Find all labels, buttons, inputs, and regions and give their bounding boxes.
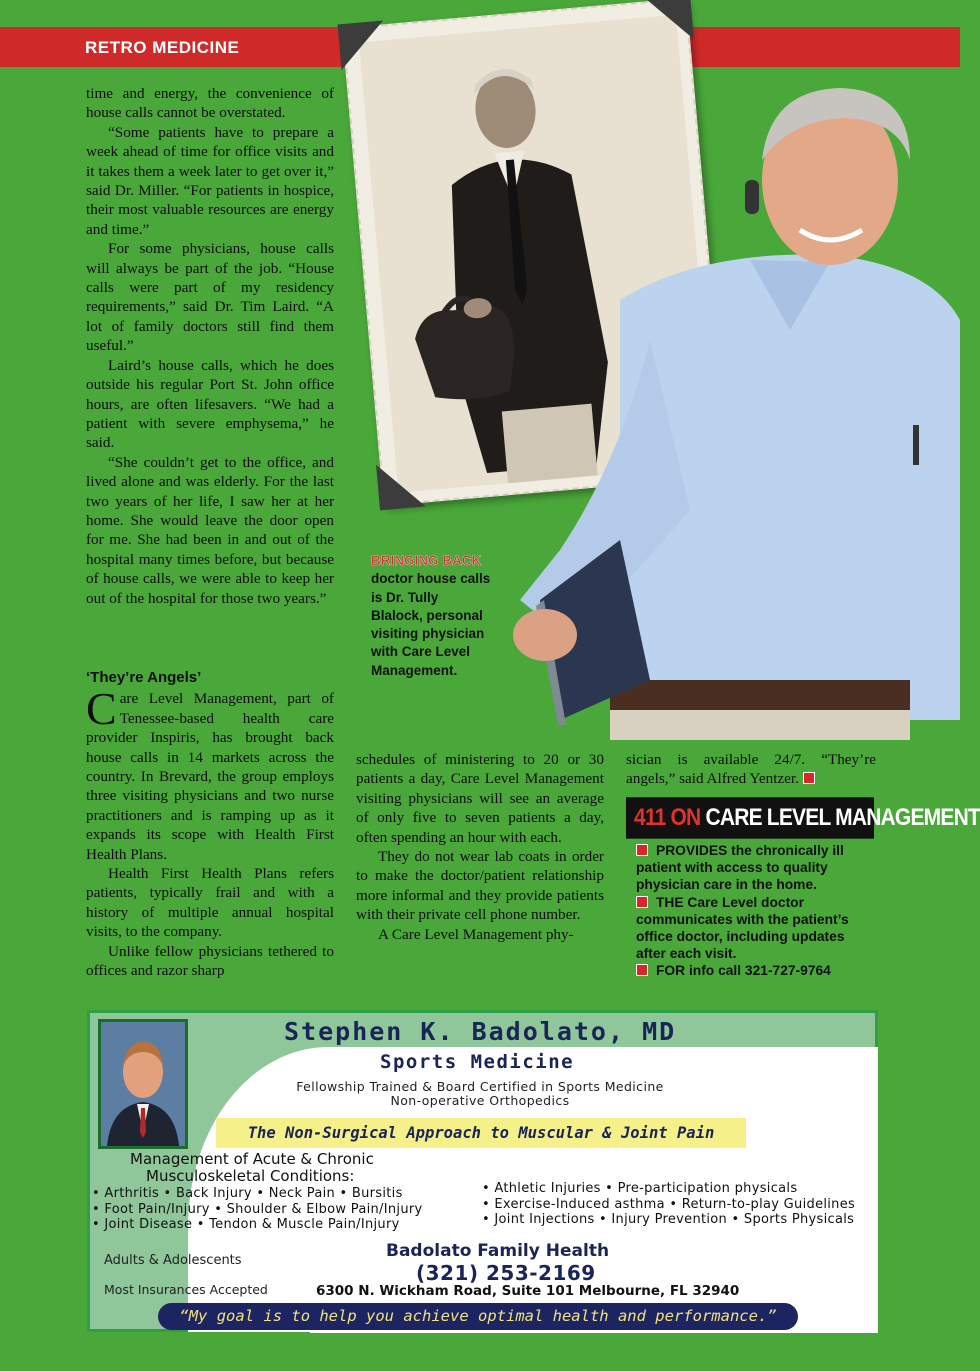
article-column-2	[356, 750, 604, 944]
caption-body: doctor house calls is Dr. Tully Blalock, personal visiting physician with Care Level Management.	[371, 571, 491, 678]
bullet-square-icon	[636, 896, 648, 908]
article-column-1	[86, 84, 334, 608]
ad-list-line: • Arthritis • Back Injury • Neck Pain • Bursitis	[92, 1186, 403, 1201]
ad-conditions-line: Management of Acute & Chronic	[130, 1150, 374, 1168]
modern-doctor-photo	[500, 80, 960, 740]
article-paragraph: Health First Health Plans refers patients, typically frail and with a history of multiple annual hospital visits, to the company.	[86, 865, 334, 941]
info-item-text: PROVIDES the chronically ill patient with access to quality physician care in the home.	[636, 843, 844, 893]
info-item	[636, 894, 874, 963]
ad-list-line: • Foot Pain/Injury • Shoulder & Elbow Pain/Injury	[92, 1201, 423, 1217]
article-column-1-continued	[86, 668, 334, 981]
article-paragraph: Unlike fellow physicians tethered to offices and razor sharp	[86, 942, 334, 980]
article-paragraph: A Care Level Management phy-	[378, 925, 574, 943]
ad-address: 6300 N. Wickham Road, Suite 101 Melbourne, FL 32940	[316, 1283, 740, 1299]
photo-caption	[371, 552, 491, 680]
info-box	[626, 800, 980, 980]
article-paragraph: They do not wear lab coats in order to make the doctor/patient relationship more informal and they provide patients with their private cell phone number.	[356, 848, 604, 924]
info-title-red: 411 ON	[634, 804, 701, 831]
ad-certification	[230, 1080, 730, 1108]
article-paragraph: Laird’s house calls, which he does outside his regular Port St. John office hours, are often lifesavers. “We had a patient with severe emphysema,” he said.	[86, 356, 334, 452]
bullet-square-icon	[636, 964, 648, 976]
ad-services-list	[482, 1181, 855, 1228]
article-paragraph: are Level Management, part of Tenessee-based health care provider Inspiris, has brought back house calls in 14 markets across the country. In Brevard, the group employs three visiting physicians and two nurse practitioners and is ramping up as it expands its scope with Health First Health Plans.	[86, 690, 334, 863]
drop-cap: C	[86, 683, 117, 735]
info-box-title	[626, 797, 980, 838]
ad-specialty: Sports Medicine	[380, 1051, 575, 1073]
info-title-white: CARE LEVEL MANAGEMENT	[705, 804, 980, 831]
caption-lead: BRINGING BACK	[371, 553, 482, 568]
ad-conditions-line: Musculoskeletal Conditions:	[146, 1167, 355, 1185]
section-label: RETRO MEDICINE	[85, 38, 240, 57]
article-paragraph: time and energy, the convenience of house calls cannot be overstated.	[86, 85, 334, 122]
article-column-3	[626, 750, 876, 789]
ad-cert-line: Fellowship Trained & Board Certified in Sports Medicine	[296, 1079, 664, 1094]
ad-insurance: Most Insurances Accepted	[104, 1282, 268, 1297]
doctor-portrait	[98, 1019, 188, 1149]
ad-phone: (321) 253-2169	[416, 1261, 596, 1285]
info-item	[636, 962, 874, 979]
info-item-text: THE Care Level doctor communicates with the patient’s office doctor, including updates after each visit.	[636, 894, 849, 962]
info-item-text: FOR info call 321-727-9764	[656, 963, 831, 979]
article-paragraph: schedules of ministering to 20 or 30 patients a day, Care Level Management visiting physicians will see an average of only five to seven patients a day, often spending an hour with each.	[356, 751, 604, 846]
article-paragraph: “Some patients have to prepare a week ahead of time for office visits and it takes them a week later to get over it,” said Dr. Miller. “For patients in hospice, their most valuable resources are energy and time.”	[86, 123, 334, 238]
advertisement	[87, 1010, 878, 1332]
ad-doctor-name: Stephen K. Badolato, MD	[284, 1017, 677, 1046]
ad-list-line: • Athletic Injuries • Pre-participation physicals	[482, 1181, 798, 1196]
ad-quote: “My goal is to help you achieve optimal health and performance.”	[158, 1303, 798, 1330]
article-paragraph: For some physicians, house calls will always be part of the job. “House calls were part of my residency requirements,” said Dr. Tim Laird. “A lot of family doctors still find them useful.”	[86, 240, 334, 355]
ad-patients: Adults & Adolescents	[104, 1253, 242, 1268]
ad-list-line: • Joint Injections • Injury Prevention • Sports Physicals	[482, 1212, 855, 1227]
info-list	[626, 842, 874, 980]
ad-tagline: The Non-Surgical Approach to Muscular & Joint Pain	[216, 1118, 746, 1148]
bullet-square-icon	[636, 844, 648, 856]
article-paragraph: “She couldn’t get to the office, and lived alone and was elderly. For the last two years of her life, I saw her at her home. She would leave the door open for me. She had been in and out of the hospital many times before, but because of house calls, we were able to keep her out of the hospital for those two years.”	[86, 453, 334, 607]
end-mark-icon	[803, 772, 815, 784]
subhead: ‘They’re Angels’	[86, 669, 202, 686]
ad-cert-line: Non-operative Orthopedics	[390, 1093, 570, 1108]
article-paragraph: sician is available 24/7. “They’re angels,” said Alfred Yentzer.	[626, 751, 876, 788]
ad-list-line: • Exercise-Induced asthma • Return-to-play Guidelines	[482, 1196, 856, 1212]
ad-conditions-heading	[130, 1151, 374, 1185]
ad-clinic-name: Badolato Family Health	[386, 1241, 610, 1261]
info-item	[636, 842, 874, 894]
ad-list-line: • Joint Disease • Tendon & Muscle Pain/Injury	[92, 1217, 400, 1232]
ad-conditions-list	[92, 1186, 423, 1233]
